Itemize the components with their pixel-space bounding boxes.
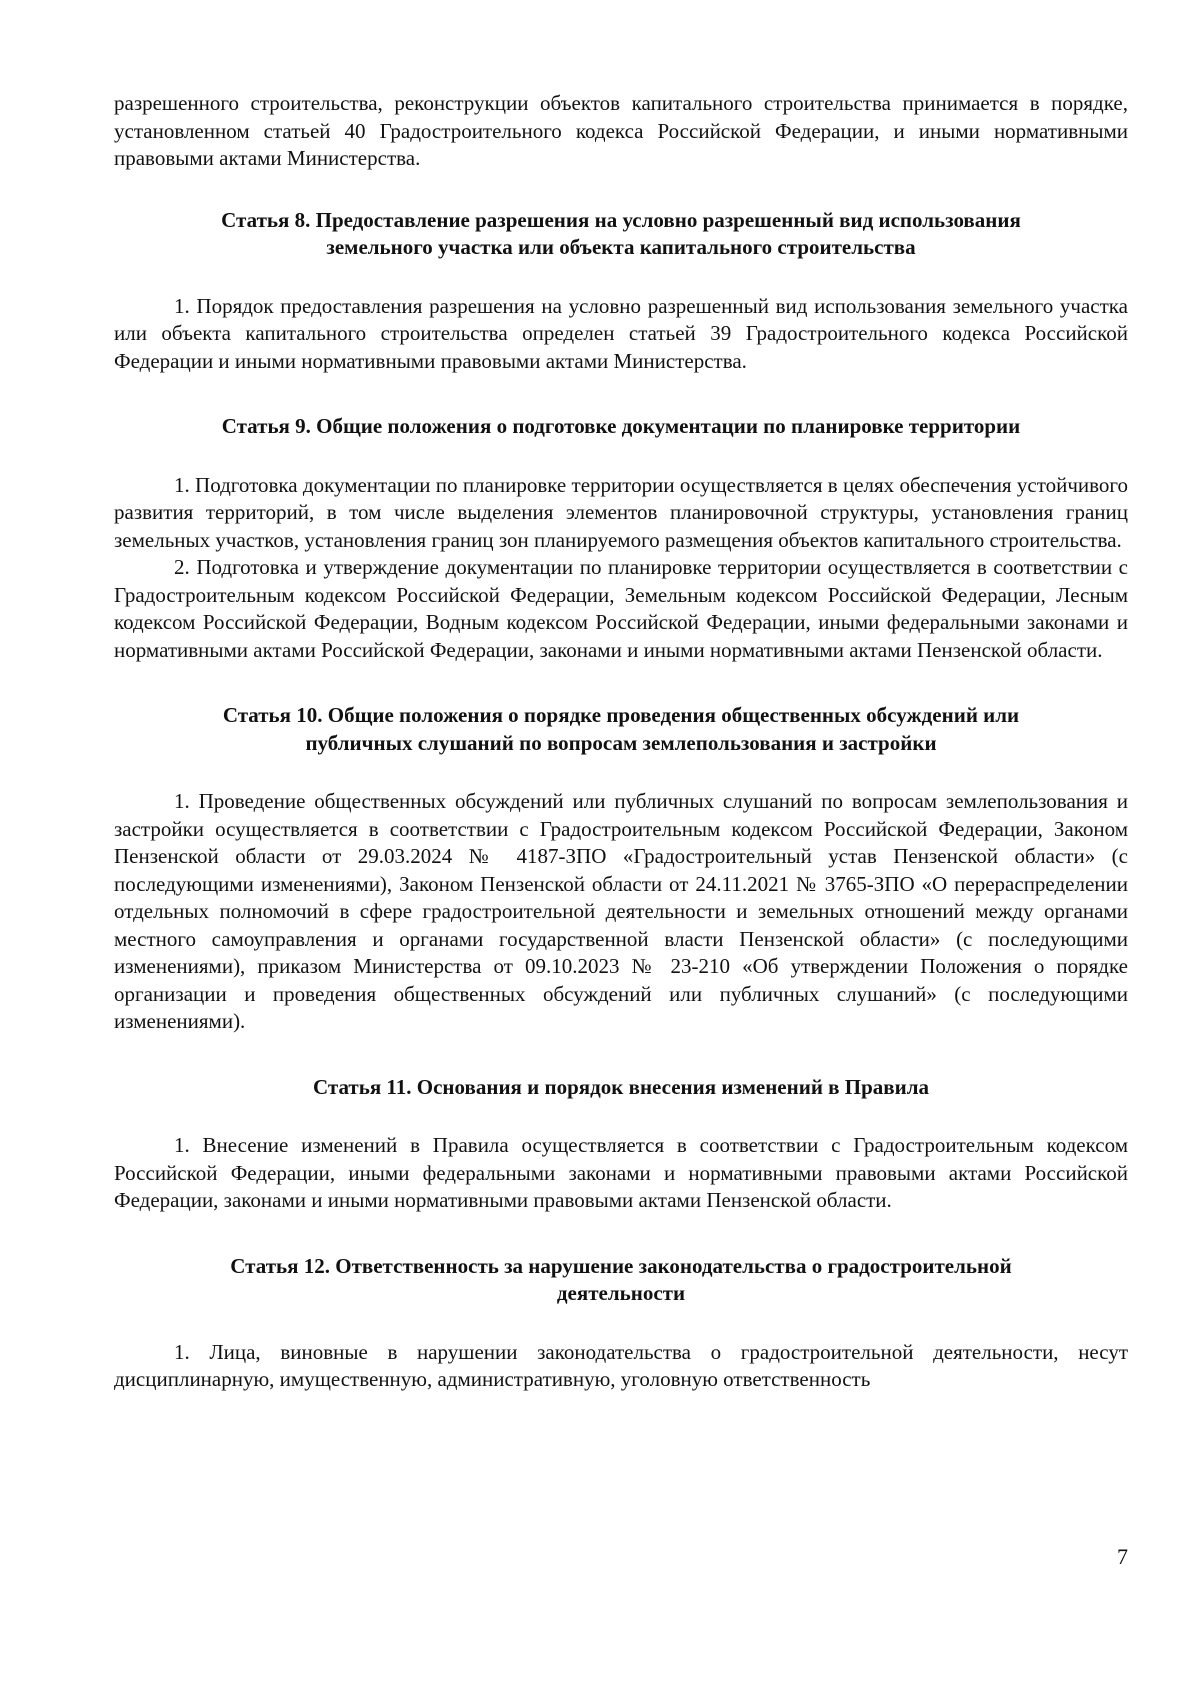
article-11-heading: Статья 11. Основания и порядок внесения изменений в Правила (312, 1074, 930, 1099)
document-page (114, 90, 1128, 1394)
article-12-heading: Статья 12. Ответственность за нарушение законодательства о градостроительной деятельности (230, 1253, 1012, 1305)
article-12-paragraph-1: 1. Лица, виновные в нарушении законодательства о градостроительной деятельности, несут дисциплинарную, имущественную, административную, уголовную ответственность (114, 1339, 1128, 1391)
page-number: 7 (1117, 1544, 1128, 1569)
article-11-paragraph-1: 1. Внесение изменений в Правила осуществляется в соответствии с Градостроительным кодексом Российской Федерации, иными федеральными законами и нормативными правовыми актами Российской Федерации, законами и иными нормативными правовыми актами Пензенской области. (114, 1133, 1128, 1212)
article-9-paragraph-2: 2. Подготовка и утверждение документации по планировке территории осуществляется в соответствии с Градостроительным кодексом Российской Федерации, Земельным кодексом Российской Федерации, Лесным кодексом Российской Федерации, Водным кодексом Российской Федерации, иными федеральными законами и нормативными актами Российской Федерации, законами и иными нормативными актами Пензенской области. (114, 555, 1128, 662)
article-8-heading: Статья 8. Предоставление разрешения на условно разрешенный вид использования земельного участка или объекта капитального строительства (221, 207, 1021, 259)
article-9-heading: Статья 9. Общие положения о подготовке документации по планировке территории (221, 414, 1021, 438)
intro-paragraph: разрешенного строительства, реконструкции объектов капитального строительства принимается в порядке, установленном статьей 40 Градостроительного кодекса Российской Федерации, и иными нормативными правовыми актами Министерства. (114, 91, 1128, 170)
article-10-paragraph-1: 1. Проведение общественных обсуждений или публичных слушаний по вопросам землепользования и застройки осуществляется в соответствии с Градостроительным кодексом Российской Федерации, Законом Пензенской области от 29.03.2024 № 4187-ЗПО «Градостроительный устав Пензенской области» (с последующими изменениями), Законом Пензенской области от 24.11.2021 № 3765-ЗПО «О перераспределении отдельных полномочий в сфере градостроительной деятельности и земельных отношений между органами местного самоуправления и органами государственной власти Пензенской области» (с последующими изменениями), приказом Министерства от 09.10.2023 № 23-210 «Об утверждении Положения о порядке организации и проведения общественных обсуждений или публичных слушаний» (с последующими изменениями). (114, 789, 1128, 1033)
article-8-paragraph-1: 1. Порядок предоставления разрешения на условно разрешенный вид использования земельного участка или объекта капитального строительства определен статьей 39 Градостроительного кодекса Российской Федерации и иными нормативными правовыми актами Министерства. (114, 293, 1128, 373)
article-9-paragraph-1: 1. Подготовка документации по планировке территории осуществляется в целях обеспечения устойчивого развития территорий, в том числе выделения элементов планировочной структуры, установления границ земельных участков, установления границ зон планируемого размещения объектов капитального строительства. (114, 472, 1128, 552)
article-10-heading: Статья 10. Общие положения о порядке проведения общественных обсуждений или публичных слушаний по вопросам землепользования и застройки (222, 703, 1020, 755)
